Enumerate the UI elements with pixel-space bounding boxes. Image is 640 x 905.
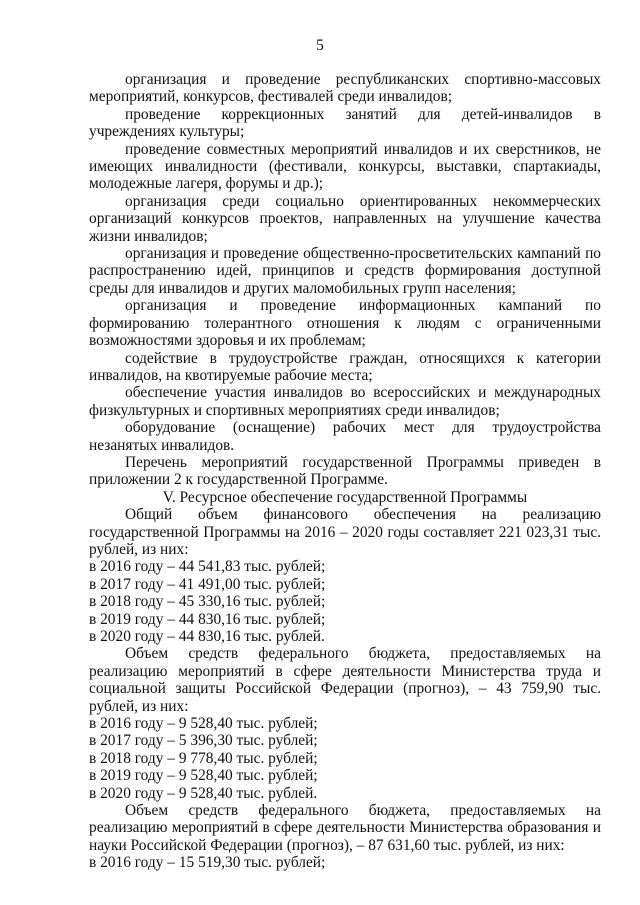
year-line: в 2017 году – 5 396,30 тыс. рублей; — [89, 732, 318, 750]
year-line: в 2016 году – 44 541,83 тыс. рублей; — [89, 558, 326, 576]
list-item: содействие в трудоустройстве граждан, относящихся к категории инвалидов, на квотируемые рабочие места; — [89, 349, 601, 384]
program-appendix-note: Перечень мероприятий государственной Программы приведен в приложении 2 к государственной Программе. — [89, 453, 601, 489]
year-line: в 2018 году – 45 330,16 тыс. рублей; — [89, 593, 326, 611]
year-line: в 2019 году – 44 830,16 тыс. рублей; — [89, 610, 326, 628]
labor-ministry-years — [89, 715, 601, 802]
education-ministry-funding-intro: Объем средств федерального бюджета, предоставляемых на реализацию мероприятий в сфере деятельности Министерства образования и науки Российской Федерации (прогноз), – 87 631,60 тыс. рублей, из них: — [89, 802, 601, 854]
page-number: 5 — [316, 37, 324, 54]
year-line: в 2017 году – 41 491,00 тыс. рублей; — [89, 575, 326, 593]
year-line: в 2018 году – 9 778,40 тыс. рублей; — [89, 749, 318, 767]
list-item: проведение коррекционных занятий для детей-инвалидов в учреждениях культуры; — [89, 105, 601, 141]
list-item: организация среди социально ориентированных некоммерческих организаций конкурсов проектов, направленных на улучшение качества жизни инвалидов; — [89, 192, 601, 245]
year-line: в 2020 году – 44 830,16 тыс. рублей. — [89, 628, 325, 645]
education-ministry-years — [89, 854, 601, 871]
list-item: обеспечение участия инвалидов во всероссийских и международных физкультурных и спортивных мероприятиях среди инвалидов; — [89, 384, 601, 419]
list-item: организация и проведение информационных кампаний по формированию толерантного отношения к людям с ограниченными возможностями здоровья и их проблемам; — [89, 297, 601, 350]
total-funding-years — [89, 558, 601, 645]
list-item: оборудование (оснащение) рабочих мест для трудоустройства незанятых инвалидов. — [89, 419, 601, 454]
year-line: в 2016 году – 9 528,40 тыс. рублей; — [89, 715, 318, 733]
document-body — [89, 71, 601, 872]
list-item: проведение совместных мероприятий инвалидов и их сверстников, не имеющих инвалидности (фестивали, конкурсы, выставки, спартакиады, молодежные лагеря, форумы и др.); — [89, 140, 601, 193]
list-item: организация и проведение общественно-просветительских кампаний по распространению идей, принципов и средств формирования доступной среды для инвалидов и других маломобильных групп населения; — [89, 245, 601, 297]
labor-ministry-funding-intro: Объем средств федерального бюджета, предоставляемых на реализацию мероприятий в сфере деятельности Министерства труда и социальной защиты Российской Федерации (прогноз), – 43 759,90 тыс. рублей, из них: — [89, 645, 601, 715]
year-line: в 2020 году – 9 528,40 тыс. рублей. — [89, 784, 318, 802]
total-funding-intro: Общий объем финансового обеспечения на реализацию государственной Программы на 2016 – 2020 годы составляет 221 023,31 тыс. рублей, из них: — [89, 506, 601, 558]
list-item: организация и проведение республиканских спортивно-массовых мероприятий, конкурсов, фестивалей среди инвалидов; — [89, 71, 601, 106]
section-heading: V. Ресурсное обеспечение государственной Программы — [162, 488, 528, 506]
year-line: в 2016 году – 15 519,30 тыс. рублей; — [89, 854, 326, 872]
year-line: в 2019 году – 9 528,40 тыс. рублей; — [89, 767, 318, 785]
